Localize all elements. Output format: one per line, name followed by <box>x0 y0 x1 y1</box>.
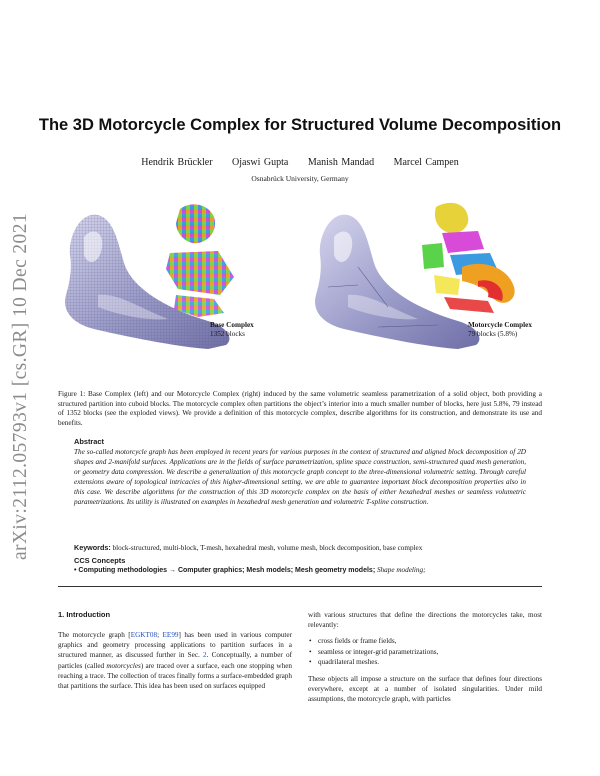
section-divider <box>58 586 542 587</box>
figure-illustration <box>58 197 542 377</box>
bullet-item: • cross fields or frame fields, <box>308 636 542 646</box>
arxiv-identifier: arXiv:2112.05793v1 [cs.GR] 10 Dec 2021 <box>10 212 31 560</box>
author-name: Hendrik Brückler <box>141 157 213 168</box>
base-complex-count: 1352 blocks <box>210 330 245 338</box>
intro-right-column <box>308 610 542 710</box>
intro-paragraph: These objects all impose a structure on the surface that defines four directions everywhere, except at a number of isolated singularities. Under mild assumptions, the motorcycle graph, with particles <box>308 674 542 704</box>
ccs-concepts <box>74 566 544 574</box>
emphasis-text: motorcycles <box>106 661 141 670</box>
text-run: ; <box>157 631 163 639</box>
motorcycle-complex-exploded-view <box>422 203 515 313</box>
ccs-bullet: • Computing methodologies → Computer graphics; Mesh models; Mesh geometry models; <box>74 567 376 574</box>
affiliation: Osnabrück University, Germany <box>251 174 349 183</box>
motorcycle-complex-count: 79 blocks (5.8%) <box>468 330 518 338</box>
text-run: ] has been used in various computer graphics and geometry processing applications to partition surfaces in a structured manner, as discussed further in Sec. <box>58 631 293 660</box>
citation-link[interactable]: EGKT08 <box>130 631 158 639</box>
author-name: Marcel Campen <box>393 157 459 168</box>
base-complex-title: Base Complex <box>210 321 254 329</box>
motorcycle-complex-label <box>468 321 532 339</box>
intro-left-column <box>58 630 292 697</box>
text-run: . Conceptually, a number of particles (called <box>58 651 292 670</box>
author-list <box>0 157 600 168</box>
citation-link[interactable]: EE99 <box>162 631 179 639</box>
abstract-text: The so-called motorcycle graph has been employed in recent years for various purposes in the context of structured and aligned block decomposition of 2D shapes and 2-manifold surfaces. Applications are in the fields of surface parametrization, spline space construction, semi-structured quad mesh generation, or geometry data compression. We describe a generalization of this motorcycle graph concept to the three-dimensional volumetric setting. Through careful extensions aware of topological intricacies of this higher-dimensional setting, we are able to guarantee important block decomposition properties also in this case. We describe algorithms for the construction of this 3D motorcycle complex on the basis of either hexahedral meshes or seamless volumetric parametrizations. Its utility is illustrated on examples in hexahedral mesh generation and volumetric T-spline construction. <box>74 448 526 506</box>
base-complex-label <box>210 321 254 339</box>
abstract-heading: Abstract <box>74 437 104 446</box>
author-name: Manish Mandad <box>307 157 375 168</box>
base-complex-exploded-view <box>166 204 234 317</box>
ccs-heading: CCS Concepts <box>74 556 126 565</box>
keywords-label: Keywords: <box>74 543 111 552</box>
paper-title: The 3D Motorcycle Complex for Structured Volume Decomposition <box>38 116 562 134</box>
figure-caption: Figure 1: Base Complex (left) and our Motorcycle Complex (right) induced by the same volumetric seamless parametrization of a solid object, both providing a structured partition into cuboid blocks. The motorcycle complex often partitions the object’s interior into a much smaller number of blocks, here just 5.8%, 79 instead of 1352 blocks (see the exploded views). We provide a definition of this motorcycle complex, describe algorithms for its construction, and demonstrate its use and benefits. <box>58 390 542 427</box>
bullet-item: • seamless or integer-grid parametrizations, <box>308 647 542 657</box>
section-heading-introduction: 1. Introduction <box>58 610 111 619</box>
bullet-list <box>308 636 542 667</box>
teaser-figure <box>58 197 542 377</box>
bullet-item: • quadrilateral meshes. <box>308 657 542 667</box>
ccs-tail: Shape modeling; <box>376 566 426 574</box>
section-ref-link[interactable]: 2 <box>203 651 207 660</box>
motorcycle-complex-title: Motorcycle Complex <box>468 321 532 329</box>
keywords <box>74 543 534 552</box>
author-name: Ojaswi Gupta <box>232 157 289 168</box>
text-run: The motorcycle graph [ <box>58 631 131 639</box>
intro-paragraph <box>58 630 292 691</box>
intro-paragraph: with various structures that define the directions the motorcycles take, most relevantly: <box>308 611 542 630</box>
keywords-list: block-structured, multi-block, T-mesh, hexahedral mesh, volume mesh, block decomposition, base complex <box>112 544 423 552</box>
text-run: ) are traced over a surface, each one stopping when reaching a trace. The collection of traces finally forms a surface-embedded graph that partitions the surface. This idea has been used on surfaces equipped <box>58 661 292 691</box>
